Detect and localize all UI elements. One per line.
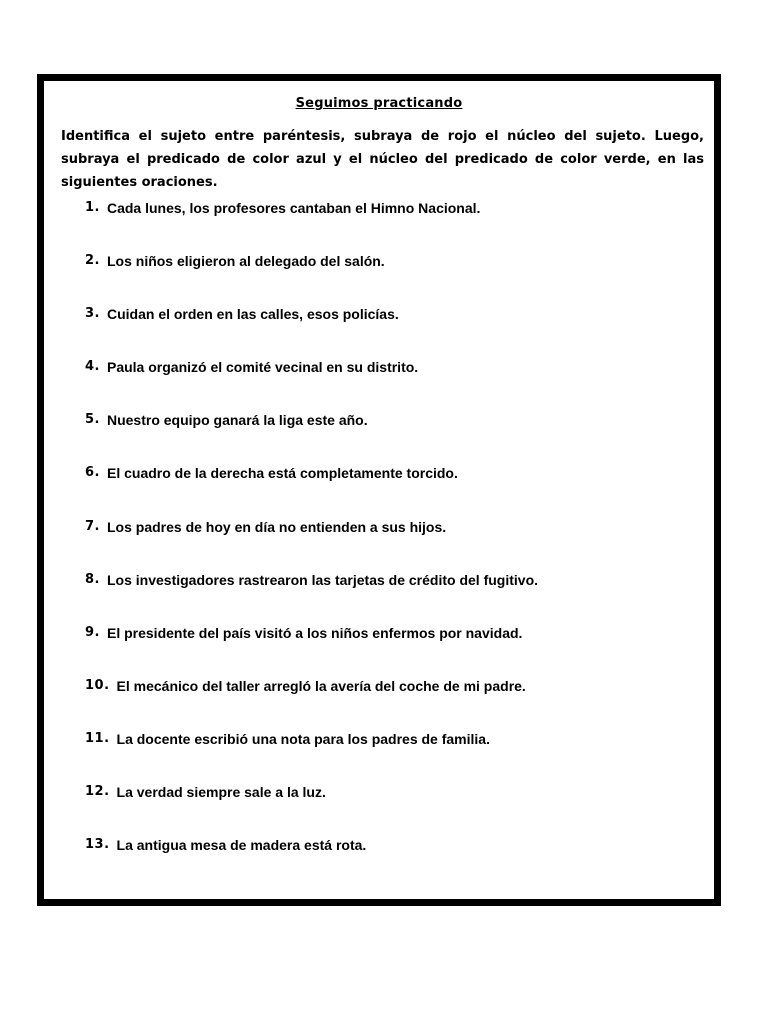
item-text: La antigua mesa de madera está rota.	[116, 837, 367, 854]
exercise-item	[85, 198, 538, 251]
exercise-item	[85, 835, 538, 888]
item-number: 7.	[85, 518, 100, 534]
exercise-item	[85, 251, 538, 304]
item-number: 1.	[85, 200, 100, 215]
item-text: Paula organizó el comité vecinal en su distrito.	[106, 359, 419, 376]
item-number: 10.	[85, 677, 110, 693]
item-text: Nuestro equipo ganará la liga este año.	[106, 412, 368, 429]
item-number: 5.	[85, 412, 100, 428]
exercise-item	[85, 517, 538, 570]
worksheet-frame	[37, 74, 721, 906]
item-text: El mecánico del taller arregló la avería del coche de mi padre.	[116, 677, 526, 694]
item-text: Los padres de hoy en día no entienden a sus hijos.	[106, 518, 447, 535]
exercise-item	[85, 570, 538, 623]
item-text: La verdad siempre sale a la luz.	[116, 784, 326, 801]
exercise-item	[85, 623, 538, 676]
item-number: 6.	[85, 465, 100, 481]
item-text: Cada lunes, los profesores cantaban el Himno Nacional.	[106, 200, 481, 216]
exercise-item	[85, 676, 538, 729]
worksheet-instructions: Identifica el sujeto entre paréntesis, subraya de rojo el núcleo del sujeto. Luego, subraya el predicado de color azul y el núcleo del predicado de color verde, en las siguientes oraciones.	[61, 129, 704, 190]
item-number: 3.	[85, 306, 100, 322]
exercise-list	[85, 198, 538, 888]
item-number: 9.	[85, 624, 100, 640]
item-text: El presidente del país visitó a los niños enfermos por navidad.	[106, 624, 523, 641]
item-number: 4.	[85, 359, 100, 375]
item-text: Los investigadores rastrearon las tarjetas de crédito del fugitivo.	[106, 571, 539, 588]
item-text: El cuadro de la derecha está completamente torcido.	[106, 465, 458, 482]
exercise-item	[85, 357, 538, 410]
exercise-item	[85, 782, 538, 835]
item-number: 8.	[85, 571, 100, 587]
exercise-item	[85, 729, 538, 782]
exercise-item	[85, 304, 538, 357]
item-text: Cuidan el orden en las calles, esos policías.	[106, 306, 399, 323]
item-number: 11.	[85, 730, 110, 746]
exercise-item	[85, 410, 538, 463]
item-text: La docente escribió una nota para los padres de familia.	[116, 730, 490, 747]
item-number: 2.	[85, 253, 100, 269]
item-text: Los niños eligieron al delegado del salón.	[106, 253, 385, 270]
exercise-item	[85, 463, 538, 516]
worksheet-title: Seguimos practicando	[295, 96, 463, 111]
item-number: 12.	[85, 784, 110, 800]
item-number: 13.	[85, 837, 110, 853]
